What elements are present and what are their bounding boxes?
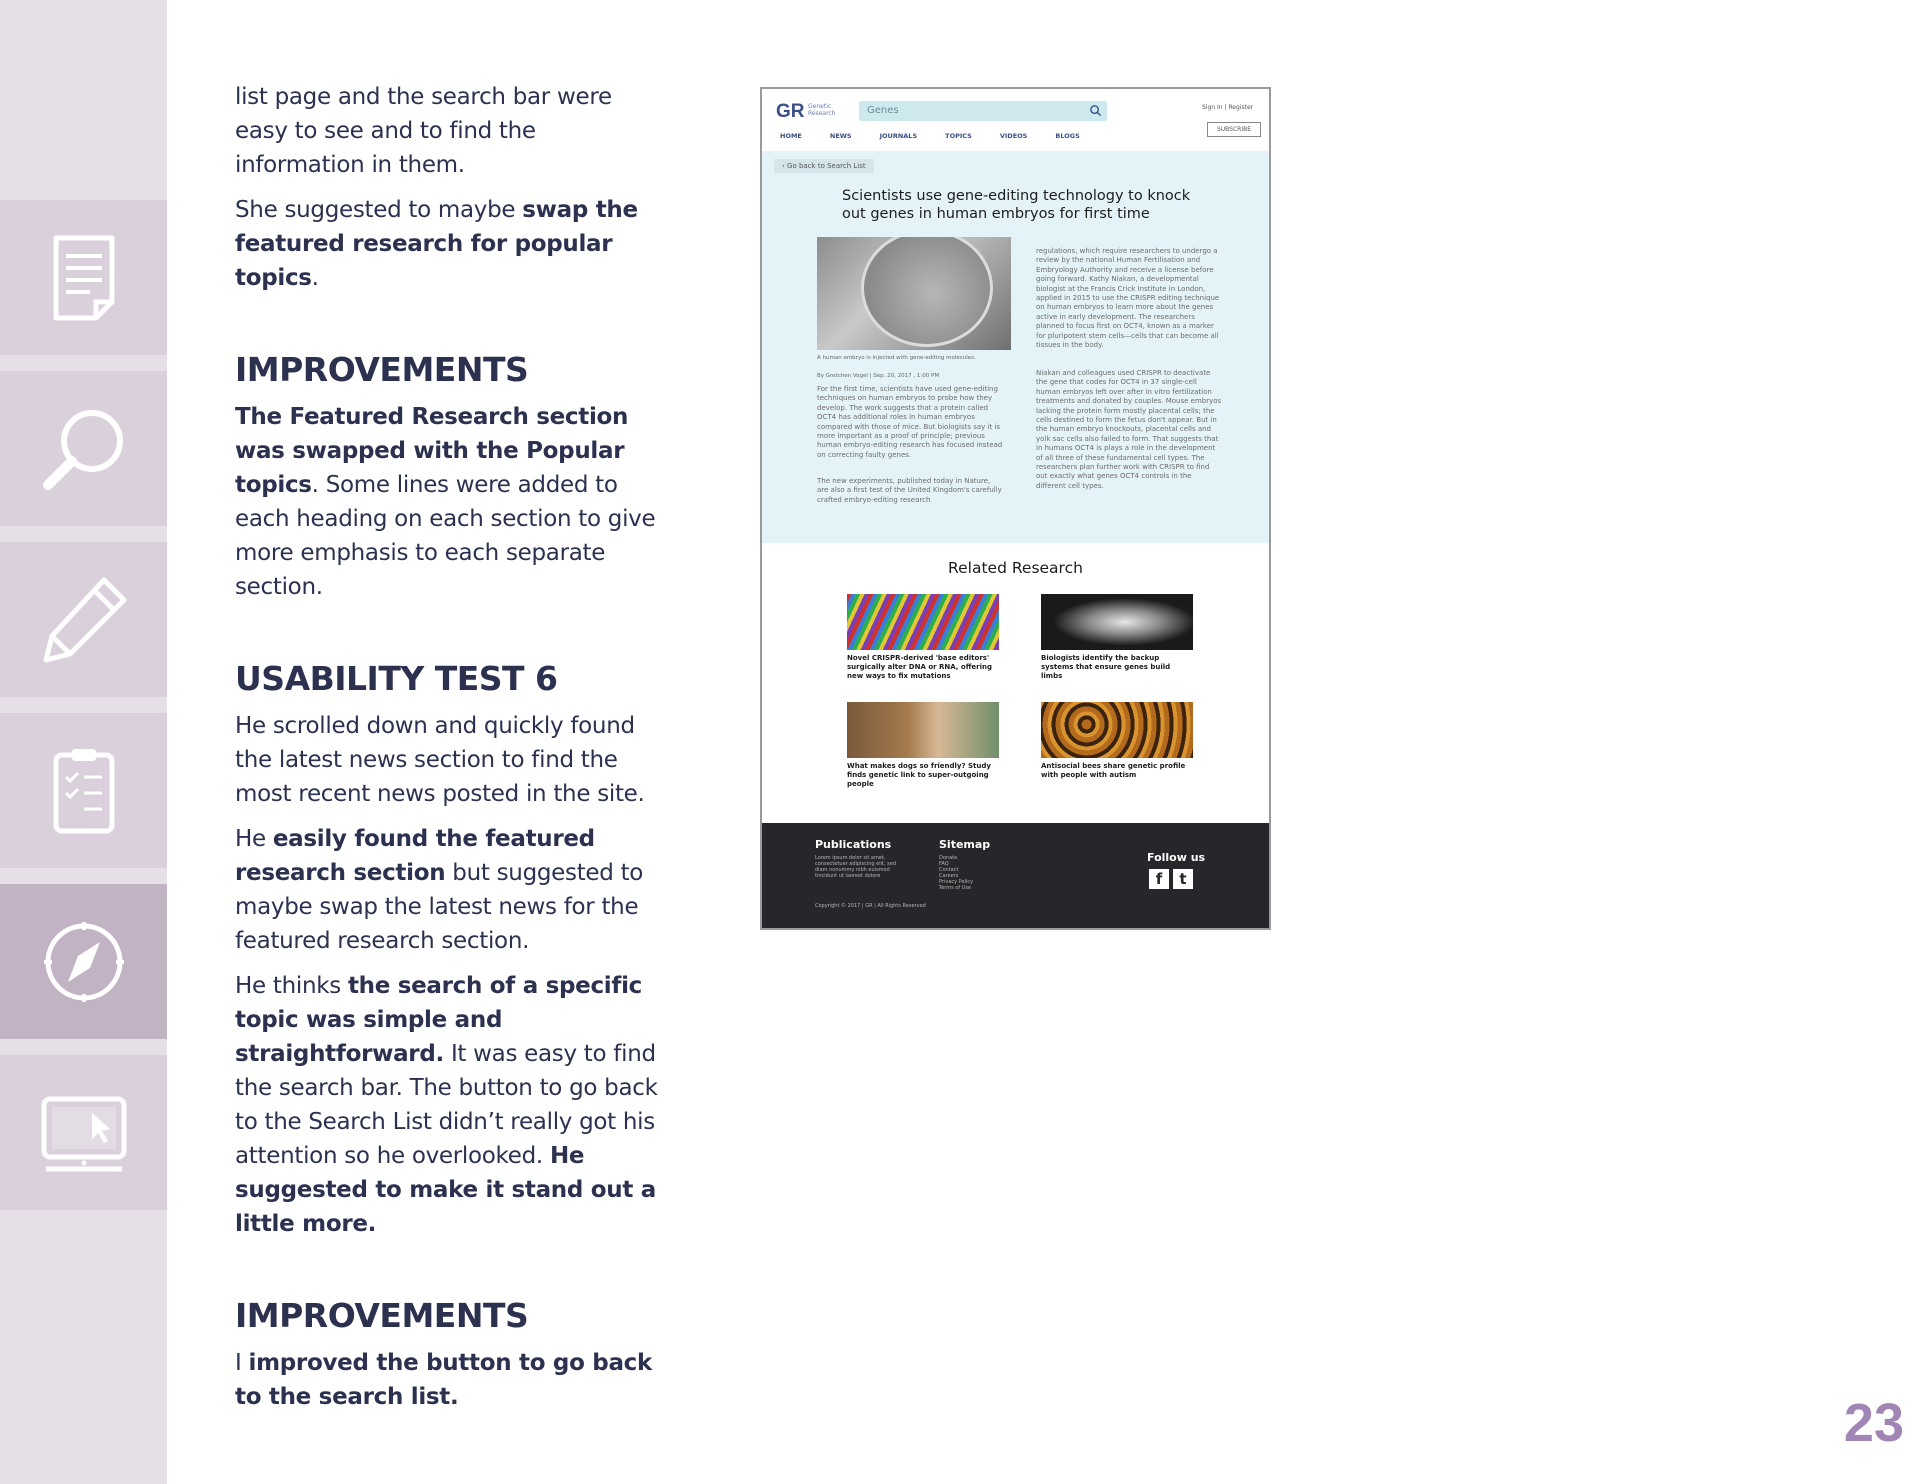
monitor-icon [34, 1083, 134, 1183]
mockup-related-research [762, 543, 1269, 823]
mockup-body-left-2: The new experiments, published today in Nature, are also a first test of the United Kingdom's carefully crafted embryo-editing research [817, 477, 1002, 504]
mockup-embryo-photo [817, 237, 1011, 350]
mockup-footer-copyright: Copyright © 2017 | GR | All Rights Reserved [815, 903, 926, 909]
mockup-related-title: Related Research [948, 559, 1083, 577]
pencil-icon [34, 570, 134, 670]
document-icon [34, 228, 134, 328]
clipboard-icon [34, 741, 134, 841]
mockup-dog-image [847, 702, 999, 758]
mockup-body-right-2: Niakan and colleagues used CRISPR to deactivate the gene that codes for OCT4 in 37 single-cell human embryos left over after in vitro fertilization treatments and donated by couples. Mouse embryos lacking the protein form mostly placental cells; the cells destined to form the fetus don't appear. But in the human embryo knockouts, placental cells and yolk sac cells also failed to form. That suggests that in humans OCT4 is plays a role in the development of all three of these fundamental cell types. The researchers plan further work with CRISPR to find out exactly what genes OCT4 controls in the different cell types. [1036, 369, 1222, 490]
mockup-footer-follow: Follow us [1147, 851, 1206, 864]
paragraph-suggestion [235, 193, 665, 295]
sidebar-tab-clipboard[interactable] [0, 713, 167, 868]
text-bold: improved the button to go back to the search list. [235, 1350, 652, 1410]
mockup-related-card [1041, 594, 1193, 680]
mockup-nav-item: NEWS [829, 132, 852, 140]
heading-improvements-1: IMPROVEMENTS [235, 350, 529, 389]
mockup-related-card [847, 594, 999, 680]
mockup-related-text: Biologists identify the backup systems that ensure genes build limbs [1041, 654, 1171, 680]
website-mockup-screenshot [760, 87, 1271, 930]
mockup-dna-image [847, 594, 999, 650]
content-column [235, 80, 665, 1425]
mockup-subscribe-button: SUBSCRIBE [1207, 122, 1261, 137]
mockup-back-button: ‹ Go back to Search List [774, 159, 874, 173]
mockup-related-text: What makes dogs so friendly? Study finds genetic link to super-outgoing people [847, 762, 991, 788]
text: He thinks [235, 973, 348, 999]
text: She suggested to maybe [235, 197, 523, 223]
mockup-bees-image [1041, 702, 1193, 758]
mockup-related-card [847, 702, 999, 788]
mockup-footer-sitemap: Sitemap [939, 838, 991, 851]
mockup-byline: By Gretchen Vogel | Sep. 20, 2017 , 1:00 PM [817, 373, 940, 379]
mockup-logo-subtitle: Genetic Research [808, 103, 836, 117]
text-bold: He suggested to make it stand out a little more. [235, 1143, 656, 1237]
mockup-nav-item: TOPICS [945, 132, 972, 140]
mockup-embryo-image [1041, 594, 1193, 650]
paragraph-improvements-2 [235, 1346, 665, 1414]
text-bold: swap the featured research for popular topics [235, 197, 638, 291]
mockup-footer-publications: Publications [815, 838, 892, 851]
mockup-nav-item: VIDEOS [999, 132, 1028, 140]
mockup-nav-item: BLOGS [1055, 132, 1080, 140]
text-bold: the search of a specific topic was simple and straightforward. [235, 973, 643, 1067]
mockup-back-label: Go back to Search List [787, 162, 866, 170]
text: . [311, 265, 319, 291]
paragraph-intro: list page and the search bar were easy to see and to find the information in them. [235, 84, 612, 178]
paragraph-improvements-1 [235, 400, 665, 604]
mockup-footer-link: Terms of Use [939, 885, 972, 891]
mockup-body-left-1: For the first time, scientists have used gene-editing techniques on human embryos to probe how they develop. The work suggests that a protein called OCT4 has additional roles in human embryos compared with those of mice. But biologists say it is more important as a proof of principle; previous human embryo-editing research has focused instead on correcting faulty genes. [817, 385, 1003, 459]
text: I [235, 1350, 249, 1376]
mockup-article [762, 151, 1269, 543]
sidebar-tab-compass[interactable] [0, 884, 167, 1039]
text: . Some lines were added to each heading on each section to give more emphasis to each separate section. [235, 472, 656, 600]
mockup-article-title: Scientists use gene-editing technology to knock out genes in human embryos for first time [842, 188, 1191, 222]
heading-usability-test-6: USABILITY TEST 6 [235, 659, 558, 698]
mockup-related-text: Antisocial bees share genetic profile with people with autism [1041, 762, 1186, 779]
mockup-search-icon [1089, 104, 1102, 117]
mockup-header [762, 89, 1269, 151]
mockup-footer [762, 823, 1269, 930]
mockup-related-text: Novel CRISPR-derived 'base editors' surgically alter DNA or RNA, offering new ways to fix mutations [847, 654, 992, 680]
paragraph-test-6-a: He scrolled down and quickly found the latest news section to find the most recent news posted in the site. [235, 713, 645, 807]
sidebar-tab-search[interactable] [0, 371, 167, 526]
sidebar-tab-pencil[interactable] [0, 542, 167, 697]
text-bold: The Featured Research section was swapped with the Popular topics [235, 404, 629, 498]
mockup-footer-link: Privacy Policy [939, 879, 974, 885]
search-icon [34, 399, 134, 499]
text: but suggested to maybe swap the latest news for the featured research section. [235, 860, 644, 954]
mockup-logo: GR [776, 101, 805, 122]
sidebar-tab-document[interactable] [0, 200, 167, 355]
compass-icon [34, 912, 134, 1012]
mockup-nav-item: JOURNALS [879, 132, 918, 140]
text: He [235, 826, 273, 852]
mockup-body-right-1: regulations, which require researchers to undergo a review by the national Human Fertilisation and Embryology Authority and receive a license before going forward. Kathy Niakan, a developmental biologist at the Francis Crick Institute in London, applied in 2015 to use the CRISPR editing technique on human embryos to learn more about the genes active in early development. The researchers planned to focus first on OCT4, known as a marker for pluripotent stem cells—cells that can become all tissues in the body. [1036, 247, 1220, 350]
mockup-related-card [1041, 702, 1193, 780]
mockup-footer-lorem: Lorem ipsum dolor sit amet, consectetuer adipiscing elit, sed diam nonummy nibh euismod tincidunt ut laoreet dolore [815, 855, 897, 879]
mockup-footer-link: FAQ [939, 861, 949, 867]
heading-improvements-2: IMPROVEMENTS [235, 1296, 529, 1335]
page-number: 23 [1843, 1393, 1904, 1453]
paragraph-test-6-c [235, 969, 665, 1241]
mockup-footer-links [939, 855, 973, 891]
mockup-search-value: Genes [867, 105, 899, 116]
mockup-nav [780, 132, 1108, 140]
text: It was easy to find the search bar. The button to go back to the Search List didn’t really got his attention so he overlooked. [235, 1041, 658, 1169]
facebook-icon: f [1149, 869, 1169, 889]
mockup-footer-link: Contact [939, 867, 959, 873]
mockup-nav-item: HOME [780, 132, 802, 140]
text-bold: easily found the featured research section [235, 826, 595, 886]
sidebar-nav [0, 0, 167, 1484]
mockup-search-bar [859, 101, 1107, 121]
twitter-icon: t [1173, 869, 1193, 889]
mockup-sign-in: Sign In | Register [1202, 104, 1254, 111]
mockup-footer-link: Careers [939, 873, 959, 879]
mockup-photo-caption: A human embryo is injected with gene-editing molecules. [817, 355, 976, 361]
paragraph-test-6-b [235, 822, 665, 958]
mockup-footer-link: Donate [939, 855, 958, 861]
sidebar-tab-monitor[interactable] [0, 1055, 167, 1210]
